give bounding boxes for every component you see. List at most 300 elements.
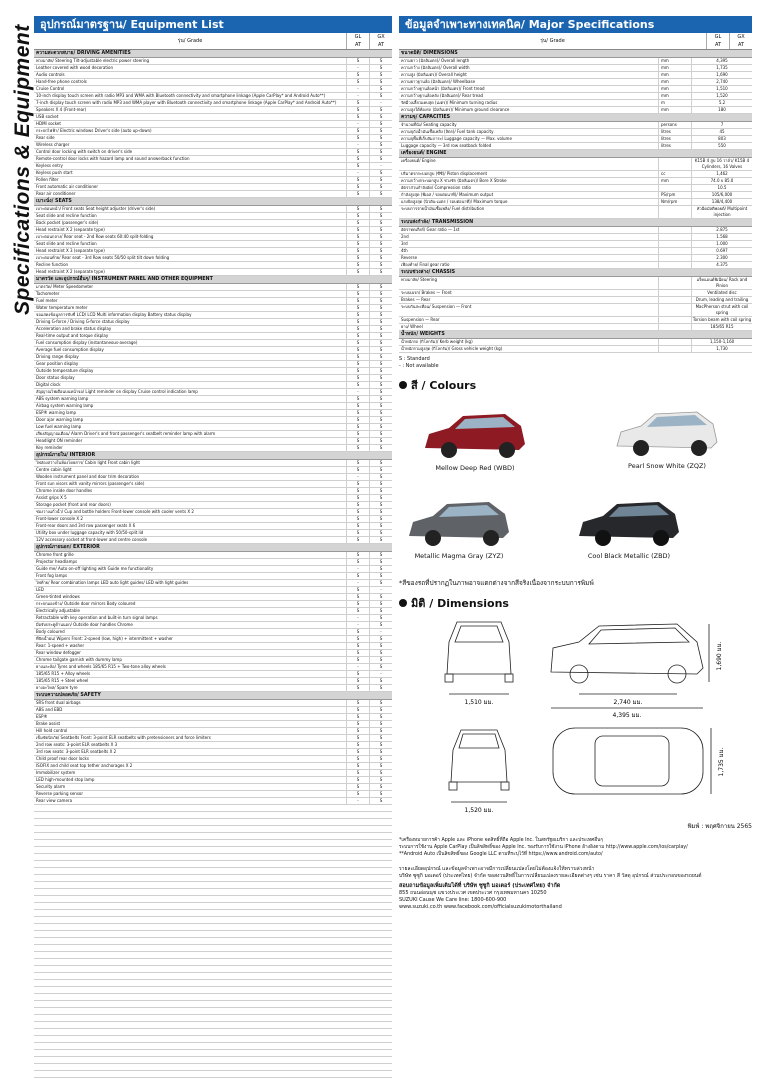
spec-label: ความกว้างฐานล้อหน้า (มิลลิเมตร)/ Front tread	[401, 86, 485, 91]
spec-value: 2.875	[691, 227, 752, 233]
value-gl: -	[346, 615, 369, 621]
spec-label: อัตราทดเกียร์/ Gear ratio — 1st	[401, 227, 460, 232]
row-item: Recline function	[36, 262, 69, 267]
value-gl: S	[346, 262, 369, 268]
row-label	[34, 114, 346, 120]
row-label	[34, 559, 346, 565]
row-item: Cruise control indication lamp	[137, 389, 198, 394]
row-item: Front sun visors with vanity mirrors (passenger's side)	[36, 481, 145, 486]
value-gl: -	[346, 142, 369, 148]
value-gl: S	[346, 559, 369, 565]
table-row	[34, 100, 392, 107]
spec-label: ปริมาตรกระบอกสูบ (ซีซี)/ Piston displacement	[401, 171, 488, 176]
equipment-list	[34, 16, 392, 1078]
table-row	[34, 587, 392, 594]
value-gl: -	[346, 121, 369, 127]
row-item: Green-tinted windows	[36, 594, 80, 599]
row-item: Head restraint X 2 (separate type)	[36, 227, 105, 232]
table-row	[34, 184, 392, 191]
value-gx: S	[369, 213, 392, 219]
row-label	[34, 763, 346, 769]
value-gl: S	[346, 396, 369, 402]
value-gl: -	[346, 798, 369, 804]
row-item: LED	[36, 587, 44, 592]
row-label	[34, 107, 346, 113]
spec-label: กำลังสูงสุด (พีเอส / รอบต่อนาที)/ Maximum output	[401, 192, 494, 197]
table-row	[34, 121, 392, 128]
value-gx: S	[369, 707, 392, 713]
major-specifications	[399, 16, 752, 911]
row-label	[34, 784, 346, 790]
value-gl: S	[346, 784, 369, 790]
table-row	[399, 100, 752, 107]
value-gx: S	[369, 431, 392, 437]
table-row	[399, 79, 752, 86]
table-row	[399, 122, 752, 129]
row-item: Wireless charger	[36, 142, 70, 147]
row-label	[34, 361, 346, 367]
row-item: ISOFIX and child seat top tether anchorages X 2	[36, 763, 133, 768]
table-row	[399, 178, 752, 185]
row-label	[34, 714, 346, 720]
value-gl: S	[346, 424, 369, 430]
spec-value: 1,150-1,160	[691, 339, 752, 345]
section-title: ความจุ/ CAPACITIES	[399, 114, 752, 122]
table-row	[34, 445, 392, 452]
spec-unit: cc	[658, 171, 691, 177]
section-title: ระบบส่งกำลัง/ TRANSMISSION	[399, 219, 752, 227]
table-row	[34, 728, 392, 735]
row-item: Hand-free phone controls	[36, 79, 87, 84]
spec-value: Torsion beam with coil spring	[692, 317, 752, 322]
row-label	[34, 516, 346, 522]
spec-unit	[658, 304, 691, 316]
spec-value: 180	[691, 107, 752, 113]
spec-unit	[658, 158, 691, 170]
value-gl: S	[346, 756, 369, 762]
value-gl: S	[346, 523, 369, 529]
row-label	[34, 163, 346, 169]
table-row	[34, 114, 392, 121]
table-row	[34, 481, 392, 488]
value-gx: S	[369, 566, 392, 572]
row-label	[34, 177, 346, 183]
table-row	[34, 142, 392, 149]
table-row	[34, 389, 392, 396]
table-row	[34, 488, 392, 495]
table-row	[34, 671, 392, 678]
row-item: Front-lower console with cooler vents X 2	[111, 509, 194, 514]
table-row	[34, 403, 392, 410]
table-row	[399, 248, 752, 255]
table-row	[34, 220, 392, 227]
value-gx: S	[369, 460, 392, 466]
spec-value: 105/6,000	[691, 192, 752, 198]
value-gx: S	[369, 417, 392, 423]
table-row	[34, 791, 392, 798]
value-gx: S	[369, 615, 392, 621]
row-item: Leather covered with wood decoration	[36, 65, 113, 70]
row-label	[34, 629, 346, 635]
table-row	[34, 678, 392, 685]
row-label	[34, 347, 346, 353]
value-gx: S	[369, 678, 392, 684]
value-gl: S	[346, 431, 369, 437]
value-gl: S	[346, 135, 369, 141]
table-row	[34, 128, 392, 135]
table-row	[399, 317, 752, 324]
row-label	[34, 255, 346, 261]
spec-unit: PS/rpm	[658, 192, 691, 198]
row-category: ไฟท้าย/ Rear combination lamps	[36, 580, 100, 585]
table-row	[399, 171, 752, 178]
value-gl: S	[346, 72, 369, 78]
table-row	[34, 375, 392, 382]
value-gl: S	[346, 721, 369, 727]
spec-unit: mm	[658, 178, 691, 184]
spec-label: เครื่องยนต์/ Engine	[401, 158, 436, 163]
value-gl: S	[346, 220, 369, 226]
value-gx: S	[369, 149, 392, 155]
grade-label: รุ่น/ Grade	[177, 38, 203, 44]
value-gl: -	[346, 170, 369, 176]
spec-value: 45	[691, 129, 752, 135]
value-gl: S	[346, 601, 369, 607]
spec-value: 803	[691, 136, 752, 142]
row-label	[34, 305, 346, 311]
table-row	[34, 382, 392, 389]
table-row	[34, 643, 392, 650]
value-gx: S	[369, 347, 392, 353]
section-title: เบาะนั่ง/ SEATS	[34, 198, 392, 206]
value-gx: S	[369, 241, 392, 247]
website-links[interactable]: www.suzuki.co.th www.facebook.com/officialsuzukimotorthailand	[399, 904, 562, 910]
row-label	[34, 636, 346, 642]
row-item: Audio controls	[36, 72, 65, 77]
spec-label: ความกว้างฐานล้อหลัง (มิลลิเมตร)/ Rear tread	[401, 93, 484, 98]
value-gx: -	[369, 671, 392, 677]
table-row	[34, 170, 392, 177]
row-label	[34, 121, 346, 127]
value-gx: S	[369, 573, 392, 579]
value-gx: -	[369, 629, 392, 635]
value-gl: S	[346, 184, 369, 190]
row-label	[34, 170, 346, 176]
rear-tread-label: 1,520 มม.	[464, 807, 494, 814]
row-label	[34, 587, 346, 593]
value-gl: S	[346, 361, 369, 367]
grade-label: รุ่น/ Grade	[540, 38, 565, 44]
value-gl: S	[346, 100, 369, 106]
row-label	[34, 537, 346, 543]
spec-value: 2.300	[691, 255, 752, 261]
table-row	[399, 346, 752, 353]
value-gx: S	[369, 608, 392, 614]
row-category: เบาะตอนท้าย/ Rear seat - 3rd Row seats	[36, 255, 114, 260]
section-title: มาตรวัด และอุปกรณ์อื่นๆ/ INSTRUMENT PANEL AND OTHER EQUIPMENT	[34, 276, 392, 284]
table-row	[399, 58, 752, 65]
table-row	[34, 566, 392, 573]
spec-value: 4,395	[691, 58, 752, 64]
spec-label: จำนวนที่นั่ง/ Seating capacity	[401, 122, 457, 127]
spec-header: ข้อมูลจำเพาะทางเทคนิค/ Major Specifications	[399, 16, 752, 33]
value-gl: S	[346, 537, 369, 543]
row-item: Rear: 1-speed + washer	[36, 643, 85, 648]
table-row	[399, 262, 752, 269]
row-item: Gear position display	[36, 361, 79, 366]
table-row	[34, 749, 392, 756]
value-gx: S	[369, 319, 392, 325]
car-colour-black	[573, 492, 685, 560]
table-row	[34, 177, 392, 184]
row-item: Airbag system warning lamp	[36, 403, 94, 408]
value-gl: S	[346, 608, 369, 614]
spec-value: Ventilated disc	[691, 290, 752, 296]
section-title: ระบบความปลอดภัย/ SAFETY	[34, 692, 392, 700]
spec-label: ความกว้างกระบอกสูบ X ช่วงชัก (มิลลิเมตร)/ Bore X Stroke	[401, 178, 507, 183]
value-gx: S	[369, 798, 392, 804]
company-name: สอบถามข้อมูลเพิ่มเติมได้ที่ บริษัท ซูซูกิ มอเตอร์ (ประเทศไทย) จำกัด	[399, 883, 561, 889]
value-gx: S	[369, 601, 392, 607]
table-row	[34, 523, 392, 530]
row-category: สัญญาณไฟเตือนบนหน้าจอ/ Light reminder on display	[36, 389, 137, 394]
value-gl: -	[346, 580, 369, 586]
row-label	[34, 700, 346, 706]
table-row	[34, 72, 392, 79]
row-label	[34, 657, 346, 663]
row-item: ESP® warning lamp	[36, 410, 77, 415]
spec-label: อัตราส่วนกำลังอัด/ Compression ratio	[401, 185, 471, 190]
spec-value: 550	[691, 143, 752, 149]
spec-value: 185/65 R15	[691, 324, 752, 330]
value-gl: S	[346, 149, 369, 155]
table-row	[399, 143, 752, 150]
spec-value: 10.5	[691, 185, 752, 191]
row-item: Tilt-adjustable electric power steering	[73, 58, 150, 63]
value-gx: S	[369, 537, 392, 543]
value-gx: S	[369, 763, 392, 769]
row-label	[34, 566, 346, 572]
value-gx: S	[369, 622, 392, 628]
row-label	[34, 142, 346, 148]
row-label	[34, 770, 346, 776]
value-gx: S	[369, 664, 392, 670]
value-gl: S	[346, 340, 369, 346]
spec-unit	[658, 185, 691, 191]
value-gl: S	[346, 636, 369, 642]
table-row	[34, 333, 392, 340]
table-row	[34, 241, 392, 248]
table-row	[34, 530, 392, 537]
value-gx: S	[369, 58, 392, 64]
value-gx: S	[369, 114, 392, 120]
value-gl: S	[346, 227, 369, 233]
value-gx: S	[369, 410, 392, 416]
spec-label: ระบบการจ่ายน้ำมันเชื้อเพลิง/ Fuel distribution	[401, 206, 485, 211]
row-item: Centre cabin light	[36, 467, 72, 472]
value-gx: S	[369, 206, 392, 212]
table-row	[34, 516, 392, 523]
table-row	[399, 234, 752, 241]
car-colour-white	[611, 402, 723, 470]
spec-unit	[658, 234, 691, 240]
spec-unit	[658, 277, 691, 289]
row-label	[34, 467, 346, 473]
row-item: Front-lower console X 2	[36, 516, 83, 521]
value-gx: S	[369, 382, 392, 388]
value-gx: S	[369, 721, 392, 727]
row-label	[34, 319, 346, 325]
spec-value: K15B 4 สูบ 16 วาล์ว/ K15B 4 Cylinders, 16 Valves	[691, 158, 752, 170]
table-row	[34, 685, 392, 692]
grade-col-gx: GX AT	[369, 33, 392, 49]
table-row	[34, 431, 392, 438]
height-label: 1,690 มม.	[716, 641, 723, 671]
side-title: Specifications & Equipment	[11, 24, 34, 315]
spec-value: 7	[691, 122, 752, 128]
row-label	[34, 234, 346, 240]
spec-label: ยาง/ Wheel	[401, 324, 423, 329]
table-row	[34, 657, 392, 664]
value-gx: S	[369, 121, 392, 127]
row-item: Front: 2-speed (low, high) + intermittent + washer	[71, 636, 173, 641]
row-label	[34, 777, 346, 783]
row-label	[34, 298, 346, 304]
row-item: Chrome	[117, 622, 133, 627]
spec-label: เฟืองท้าย/ Final gear ratio	[401, 262, 450, 267]
spec-label: ความยาวฐานล้อ (มิลลิเมตร)/ Wheelbase	[401, 79, 476, 84]
row-label	[34, 220, 346, 226]
row-label	[34, 326, 346, 332]
row-label	[34, 100, 346, 106]
legend-not-available: - : Not available	[399, 363, 439, 369]
table-row	[34, 291, 392, 298]
table-row	[34, 65, 392, 72]
row-item: Guide me/ Auto on-off lighting with Guide me functionality	[36, 566, 154, 571]
value-gx: -	[369, 587, 392, 593]
legend-standard: S : Standard	[399, 356, 430, 362]
row-item: Door status display	[36, 375, 75, 380]
value-gl: S	[346, 163, 369, 169]
row-item: 7-inch display touch screen with radio MP3 and WMA player with Bluetooth connectivity and smartphone linkage (Apple CarPlay* and Android Auto**)	[36, 100, 337, 105]
table-row	[34, 580, 392, 587]
value-gl: S	[346, 241, 369, 247]
row-label	[34, 671, 346, 677]
spec-unit: mm	[658, 86, 691, 92]
row-item: Head restraint X 3 (separate type)	[36, 248, 105, 253]
value-gl: S	[346, 305, 369, 311]
table-row	[34, 107, 392, 114]
value-gx: S	[369, 191, 392, 197]
table-row	[34, 340, 392, 347]
row-label	[34, 375, 346, 381]
row-category: เบาะตอนหน้า/ Front seats	[36, 206, 85, 211]
value-gx: S	[369, 269, 392, 275]
table-row	[34, 234, 392, 241]
table-row	[34, 319, 392, 326]
footnotes: *เครื่องหมายการค้า Apple และ iPhone จดสิทธิ์ที่ถือ Apple Inc. ในสหรัฐอเมริกา และประเทศอื่นๆ ระบบการใช้งาน Apple CarPlay เป็นลิขสิทธิ์ของ Apple Inc. รองรับการใช้งาน iPhone อ้างอิงตาม http://www.apple.com/ios/carplay/ **Android Auto เป็นลิขสิทธิ์ของ Google LLC ตามที่ระบุไว้ที่ https://www.android.com/auto/	[399, 838, 688, 857]
row-label	[34, 396, 346, 402]
row-label	[34, 191, 346, 197]
table-row	[34, 742, 392, 749]
spec-unit: litres	[658, 136, 691, 142]
row-label	[34, 79, 346, 85]
spec-unit	[658, 324, 691, 330]
value-gx: S	[369, 262, 392, 268]
spec-unit	[658, 346, 691, 352]
row-label	[34, 678, 346, 684]
row-label	[34, 495, 346, 501]
table-row	[34, 714, 392, 721]
value-gl: S	[346, 107, 369, 113]
value-gx: S	[369, 248, 392, 254]
row-item: Utility box under luggage capacity with 50/50-split lid	[36, 530, 144, 535]
value-gl: -	[346, 93, 369, 99]
car-colour-red	[419, 404, 531, 472]
row-label	[34, 333, 346, 339]
value-gl: S	[346, 791, 369, 797]
row-item: Chrome front grille	[36, 552, 74, 557]
row-item: Rear side	[36, 135, 55, 140]
row-item: Brake assist	[36, 721, 61, 726]
table-row	[34, 629, 392, 636]
table-row	[34, 573, 392, 580]
spec-unit: m	[658, 100, 691, 106]
spec-unit: persons	[658, 122, 691, 128]
car-white-icon	[611, 402, 723, 460]
row-label	[34, 650, 346, 656]
row-item: Projector headlamps	[36, 559, 78, 564]
table-row	[34, 312, 392, 319]
table-row	[34, 248, 392, 255]
value-gl: -	[346, 389, 369, 395]
value-gx: S	[369, 580, 392, 586]
table-row	[399, 107, 752, 114]
value-gx: S	[369, 530, 392, 536]
table-row	[34, 262, 392, 269]
row-label	[34, 509, 346, 515]
dimensions-heading: มิติ / Dimensions	[399, 594, 752, 612]
row-label	[34, 389, 346, 395]
table-row	[34, 269, 392, 276]
row-item: SRS front dual airbags	[36, 700, 81, 705]
row-label	[34, 791, 346, 797]
row-item: Rear view camera	[36, 798, 73, 803]
row-label	[34, 685, 346, 691]
row-item: Seat height adjuster (driver's side)	[85, 206, 156, 211]
table-row	[34, 601, 392, 608]
value-gl: S	[346, 467, 369, 473]
grade-col-gl: GL AT	[706, 33, 729, 49]
row-item: Battery status display	[147, 312, 192, 317]
legend	[399, 356, 752, 370]
value-gl: S	[346, 728, 369, 734]
row-item: 10-inch display touch screen with radio MP3 and WMA with Bluetooth connectivity and smartphone linkage (Apple CarPlay* and Android Auto**)	[36, 93, 326, 98]
spec-label: 3rd	[401, 241, 408, 246]
value-gl: S	[346, 573, 369, 579]
row-label	[34, 445, 346, 451]
value-gl: S	[346, 707, 369, 713]
row-category: กระจกมองข้าง/ Outside door mirrors	[36, 601, 106, 606]
row-category: มาตรวัด/ Meter	[36, 284, 65, 289]
row-item: Keyless push start	[36, 170, 73, 175]
value-gl: S	[346, 594, 369, 600]
value-gl: S	[346, 213, 369, 219]
value-gx: S	[369, 170, 392, 176]
row-item: Fuel consumption display (instantaneous-average)	[36, 340, 138, 345]
value-gx: S	[369, 298, 392, 304]
value-gx: S	[369, 184, 392, 190]
